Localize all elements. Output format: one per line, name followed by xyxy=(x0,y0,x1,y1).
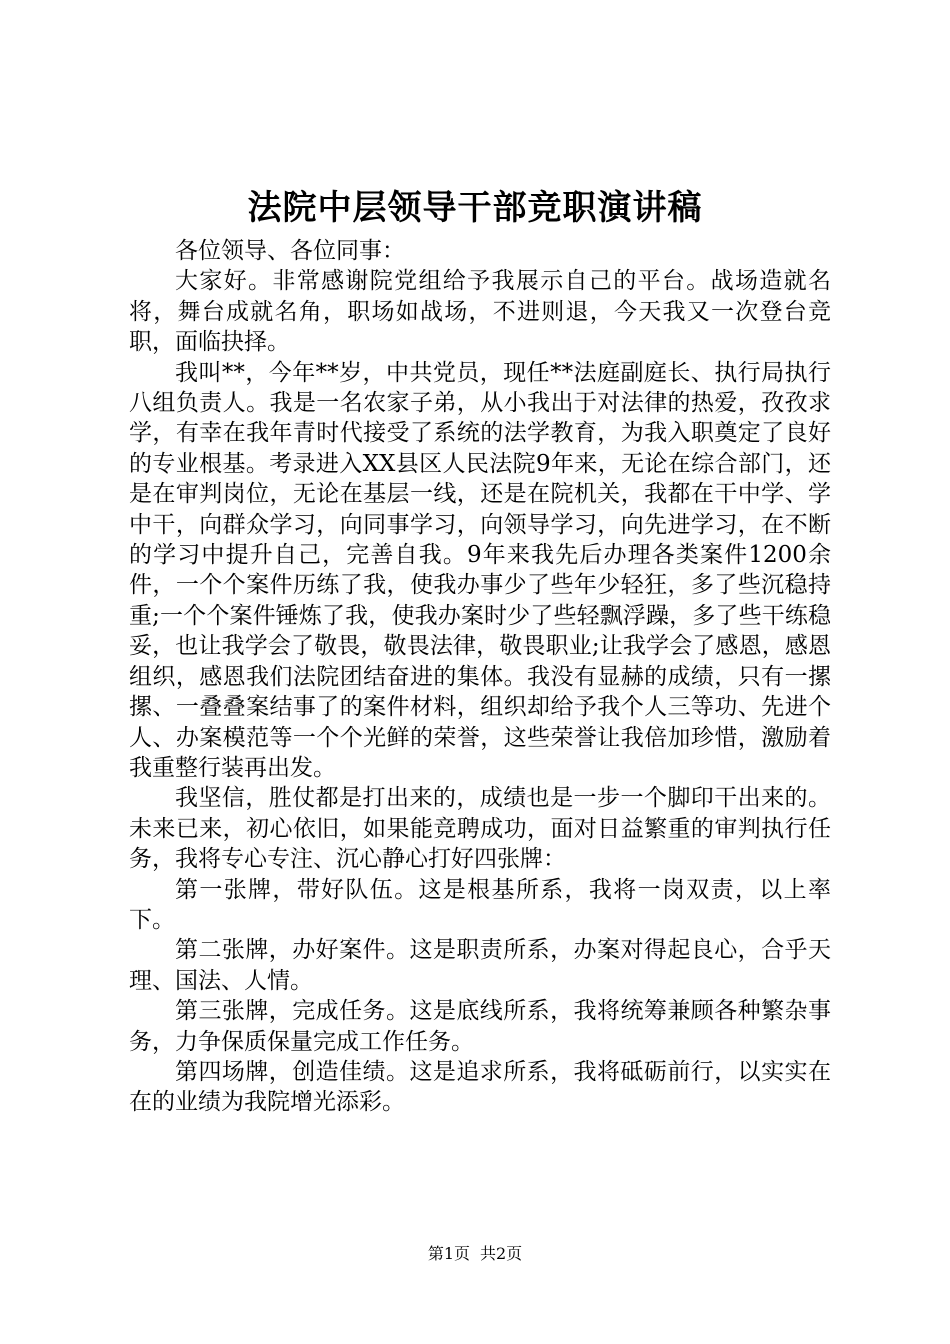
page-number-total: 共2页 xyxy=(480,1244,523,1263)
paragraph-card-two: 第二张牌，办好案件。这是职责所系，办案对得起良心，合乎天理、国法、人情。 xyxy=(129,937,831,994)
paragraph-card-four: 第四场牌，创造佳绩。这是追求所系，我将砥砺前行，以实实在在的业绩为我院增光添彩。 xyxy=(129,1058,831,1116)
paragraph-commitment: 我坚信，胜仗都是打出来的，成绩也是一步一个脚印干出来的。未来已来，初心依旧，如果能竞聘成功，面对日益繁重的审判执行任务，我将专心专注、沉心静心打好四张牌： xyxy=(129,785,831,873)
page-number-current: 第1页 xyxy=(427,1244,470,1263)
paragraph-greeting: 大家好。非常感谢院党组给予我展示自己的平台。战场造就名将，舞台成就名角，职场如战场，不进则退，今天我又一次登台竞职，面临抉择。 xyxy=(129,268,831,356)
paragraph-self-introduction: 我叫**，今年**岁，中共党员，现任**法庭副庭长、执行局执行八组负责人。我是一名农家子弟，从小我出于对法律的热爱，孜孜求学，有幸在我年青时代接受了系统的法学教育，为我入职奠定了良好的专业根基。考录进入XX县区人民法院9年来，无论在综合部门，还是在审判岗位，无论在基层一线，还是在院机关，我都在干中学、学中干，向群众学习，向同事学习，向领导学习，向先进学习，在不断的学习中提升自己，完善自我。9年来我先后办理各类案件1200余件，一个个案件历练了我，使我办事少了些年少轻狂，多了些沉稳持重;一个个案件锤炼了我，使我办案时少了些轻飘浮躁，多了些干练稳妥，也让我学会了敬畏，敬畏法律，敬畏职业;让我学会了感恩，感恩组织，感恩我们法院团结奋进的集体。我没有显赫的成绩，只有一摞摞、一叠叠案结事了的案件材料，组织却给予我个人三等功、先进个人、办案模范等一个个光鲜的荣誉，这些荣誉让我倍加珍惜，激励着我重整行装再出发。 xyxy=(129,359,831,781)
paragraph-card-one: 第一张牌，带好队伍。这是根基所系，我将一岗双责，以上率下。 xyxy=(129,876,831,933)
page-footer xyxy=(0,1243,950,1265)
document-title: 法院中层领导干部竞职演讲稿 xyxy=(247,188,703,228)
salutation: 各位领导、各位同事： xyxy=(175,238,405,264)
document-body xyxy=(129,236,831,1118)
paragraph-card-three: 第三张牌，完成任务。这是底线所系，我将统筹兼顾各种繁杂事务，力争保质保量完成工作任务。 xyxy=(129,998,831,1055)
